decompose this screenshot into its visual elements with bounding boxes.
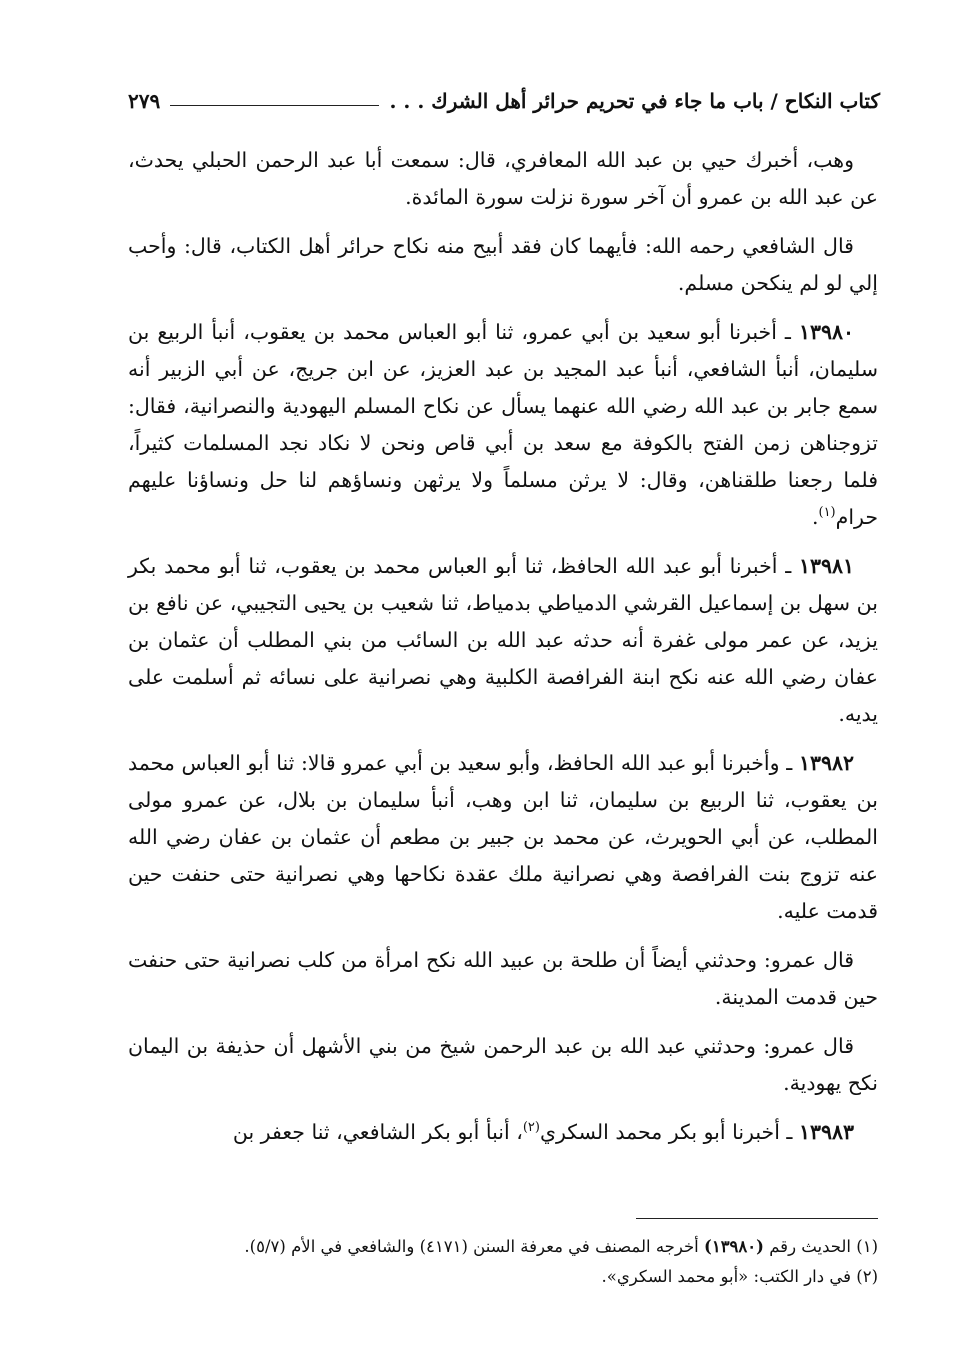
footnotes: [128, 1232, 878, 1292]
hadith-paragraph: ١٣٩٨٢ ـ وأخبرنا أبو عبد الله الحافظ، وأبو سعيد بن أبي عمرو قالا: ثنا أبو العباس محمد بن يعقوب، ثنا الربيع بن سليمان، ثنا ابن وهب، أنبأ سليمان بن بلال، عن عمرو مولى المطلب، عن أبي الحويرث، عن محمد بن جبير بن مطعم أن عثمان بن عفان رضي الله عنه تزوج بنت الفرافصة وهي نصرانية ملك عقدة نكاحها وهي نصرانية حتى حنفت حين قدمت عليه.: [128, 751, 878, 923]
footnote: (٢) في دار الكتب: «أبو محمد السكري».: [601, 1267, 878, 1286]
footnote-ref: (١): [818, 505, 836, 521]
hadith-number: ١٣٩٨١: [798, 554, 854, 578]
footnote-ref: (٢): [522, 1120, 540, 1136]
paragraph: قال عمرو: وحدثني عبد الله بن عبد الرحمن شيخ من بني الأشهل أن حذيفة بن اليمان نكح يهودية.: [128, 1034, 878, 1095]
hadith-paragraph: ١٣٩٨١ ـ أخبرنا أبو عبد الله الحافظ، ثنا أبو العباس محمد بن يعقوب، ثنا أبو محمد بكر بن سهل بن إسماعيل القرشي الدمياطي بدمياط، ثنا شعيب بن يحيى التجيبي، عن نافع بن يزيد، عن عمر مولى غفرة أنه حدثه عبد الله بن السائب من بني المطلب أن عثمان بن عفان رضي الله عنه نكح ابنة الفرافصة الكلبية وهي نصرانية على نسائه ثم أسلمت على يديه.: [128, 554, 878, 726]
hadith-number: ١٣٩٨٣: [798, 1120, 854, 1144]
paragraph: قال عمرو: وحدثني أيضاً أن طلحة بن عبيد الله نكح امرأة من كلب نصرانية حتى حنفت حين قدمت المدينة.: [128, 948, 878, 1009]
footnote-separator: [636, 1218, 878, 1219]
body-text: [128, 142, 878, 1163]
header-title: كتاب النكاح / باب ما جاء في تحريم حرائر أهل الشرك . . .: [389, 89, 880, 113]
paragraph: وهب، أخبرك حيي بن عبد الله المعافري، قال: سمعت أبا عبد الرحمن الحبلي يحدث، عن عبد الله بن عمرو أن آخر سورة نزلت سورة المائدة.: [128, 148, 878, 209]
paragraph: قال الشافعي رحمه الله: فأيهما كان فقد أبيح منه نكاح حرائر أهل الكتاب، قال: وأحب إلي لو لم ينكحن مسلم.: [128, 234, 878, 295]
header-rule: [170, 105, 379, 106]
hadith-number: ١٣٩٨٢: [798, 751, 854, 775]
page-number: ٢٧٩: [128, 89, 161, 113]
running-header: [128, 84, 880, 118]
hadith-paragraph: ١٣٩٨٠ ـ أخبرنا أبو سعيد بن أبي عمرو، ثنا أبو العباس محمد بن يعقوب، أنبأ الربيع بن سليمان، أنبأ الشافعي، أنبأ عبد المجيد بن عبد العزيز، عن ابن جريج، عن أبي الزبير أنه سمع جابر بن عبد الله رضي الله عنهما يسأل عن نكاح المسلم اليهودية والنصرانية، فقال: تزوجناهن زمن الفتح بالكوفة مع سعد بن أبي قاص ونحن لا نكاد نجد المسلمات كثيراً، فلما رجعنا طلقناهن، وقال: لا يرثن مسلماً ولا يرثهن ونساؤهم لنا حل ونساؤنا عليهم حرام$^{(١)}$.: [128, 320, 878, 529]
footnote: (١) الحديث رقم (١٣٩٨٠) أخرجه المصنف في معرفة السنن (٤١٧١) والشافعي في الأم (٥/٧).: [244, 1237, 878, 1256]
hadith-number: ١٣٩٨٠: [798, 320, 854, 344]
hadith-paragraph: ١٣٩٨٣ ـ أخبرنا أبو بكر محمد السكري$^{(٢)}$، أنبأ أبو بكر الشافعي، ثنا جعفر بن: [232, 1120, 854, 1144]
